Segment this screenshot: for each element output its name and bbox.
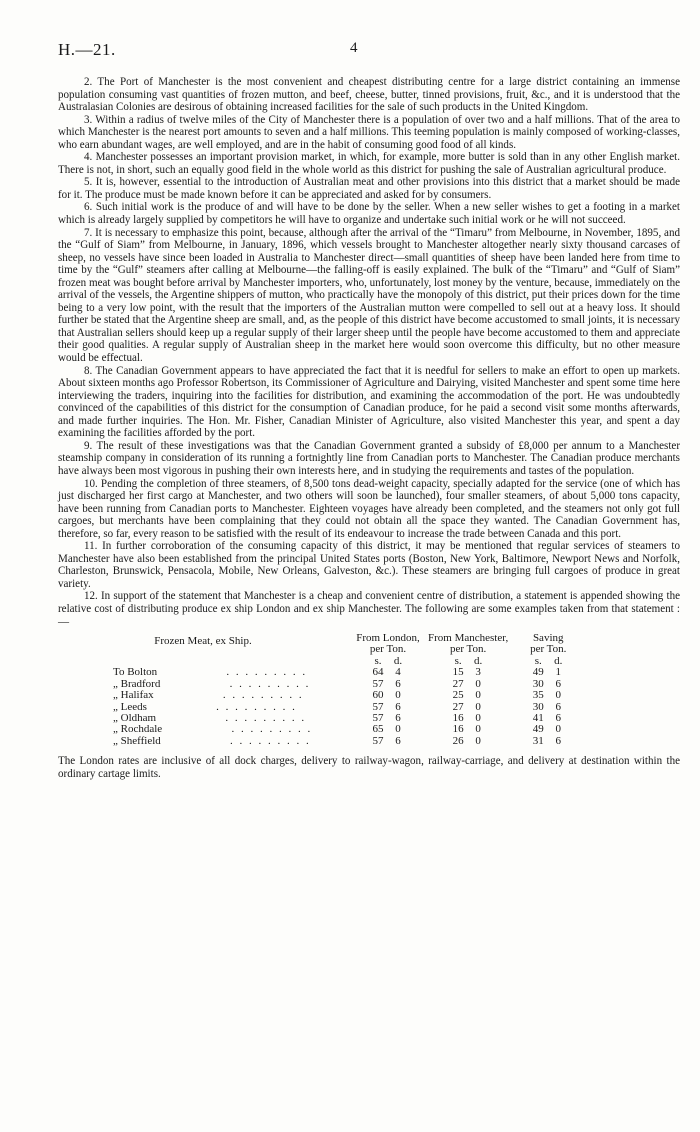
saving-amount: 49 1	[532, 666, 561, 679]
saving-units: s. d.	[534, 654, 563, 667]
row-destination: „ Bradford . . . . . . . . .	[113, 677, 311, 690]
paragraph-3: 3. Within a radius of twelve miles of the City of Manchester there is a population of over two and a half millions. That of the area to which Manchester is the nearest port amounts to seven and a half millions. This teeming population is mainly composed of working-classes, who earn abundant wages, are well employed, and are in the habit of consuming good food of all kinds.	[58, 113, 680, 151]
london-cost: 57 6	[372, 711, 401, 724]
col-london-unit: per Ton.	[369, 643, 407, 656]
manchester-cost: 16 0	[452, 723, 481, 736]
col-manchester-unit: per Ton.	[449, 643, 487, 656]
col-london-heading: From London,	[356, 632, 420, 645]
london-cost: 57 6	[372, 734, 401, 747]
saving-amount: 35 0	[532, 689, 561, 702]
row-destination: „ Oldham . . . . . . . . .	[113, 711, 307, 724]
paragraph-5: 5. It is, however, essential to the introduction of Australian meat and other provisions into this district that a market should be made for it. The produce must be made known before it can be appreciated and asked for by consumers.	[58, 176, 680, 201]
row-destination: To Bolton . . . . . . . . .	[113, 666, 308, 679]
saving-amount: 31 6	[532, 734, 561, 747]
london-units: s. d.	[374, 654, 403, 667]
london-cost: 64 4	[372, 666, 401, 679]
cost-table	[58, 633, 588, 747]
manchester-cost: 26 0	[452, 734, 481, 747]
body-text	[58, 76, 680, 628]
document-reference: H.—21.	[58, 40, 116, 59]
london-cost: 57 6	[372, 700, 401, 713]
saving-amount: 49 0	[532, 723, 561, 736]
col-manchester-heading: From Manchester,	[428, 632, 509, 645]
page-number: 4	[350, 40, 358, 56]
paragraph-4: 4. Manchester possesses an important provision market, in which, for example, more butter is sold than in any other English market. There is not, in short, such an equally good field in the whole world as this district for pushing the sale of Australian agricultural produce.	[58, 151, 680, 176]
paragraph-6: 6. Such initial work is the produce of and will have to be done by the seller. When a new seller wishes to get a footing in a market which is already largely supplied by competitors he will have to organize and undertake such initial work or he will not succeed.	[58, 201, 680, 227]
paragraph-12: 12. In support of the statement that Manchester is a cheap and convenient centre of distribution, a statement is appended showing the relative cost of distributing produce ex ship London and ex ship Manchester. The following are some examples taken from that statement :—	[58, 590, 680, 628]
paragraph-11: 11. In further corroboration of the consuming capacity of this district, it may be mentioned that regular services of steamers to Manchester have also been established from the principal United States ports (Boston, New York, Baltimore, Newport News and Norfolk, Charleston, Brunswick, Pensacola, Mobile, New Orleans, Galveston, &c.). These steamers are bringing full cargoes of produce in great variety.	[58, 540, 680, 590]
london-cost: 57 6	[372, 677, 401, 690]
manchester-units: s. d.	[454, 654, 483, 667]
paragraph-2: 2. The Port of Manchester is the most convenient and cheapest distributing centre for a large district containing an immense population consuming vast quantities of frozen mutton, and beef, cheese, butter, tinned provisions, fruit, &c., and it is understood that the Australasian Colonies are desirous of obtaining increased facilities for the sale of such products in the United Kingdom.	[58, 76, 680, 114]
paragraph-8: 8. The Canadian Government appears to have appreciated the fact that it is needful for sellers to make an effort to open up markets. About sixteen months ago Professor Robertson, its Commissioner of Agriculture and Dairying, visited Manchester and spent some time here interviewing the traders, inquiring into the facilities for distribution, and examining the accommodation of the port. He was undoubtedly convinced of the capabilities of this district for the consumption of Canadian produce, for he paid a second visit some months afterwards, and made further inquiries. The Hon. Mr. Fisher, Canadian Minister of Agriculture, also visited Manchester this year, and spent a day examining the facilities afforded by the port.	[58, 364, 680, 440]
manchester-cost: 15 3	[452, 666, 481, 679]
manchester-cost: 16 0	[452, 711, 481, 724]
paragraph-9: 9. The result of these investigations was that the Canadian Government granted a subsidy of £8,000 per annum to a Manchester steamship company in consideration of its running a fortnightly line from Canadian ports to Manchester. The Canadian produce merchants have always been most vigorous in pushing their own interests here, and in studying the requirements and tastes of the population.	[58, 439, 680, 477]
document-page	[58, 40, 680, 780]
row-destination: „ Sheffield . . . . . . . . .	[113, 734, 311, 747]
manchester-cost: 27 0	[452, 700, 481, 713]
table-row	[58, 736, 588, 747]
row-destination: „ Rochdale . . . . . . . . .	[113, 723, 313, 736]
saving-amount: 41 6	[532, 711, 561, 724]
page-header	[58, 40, 680, 64]
col-saving-heading: Saving	[532, 632, 564, 645]
row-destination: „ Halifax . . . . . . . . .	[113, 689, 304, 702]
manchester-cost: 25 0	[452, 689, 481, 702]
manchester-cost: 27 0	[452, 677, 481, 690]
row-destination: „ Leeds . . . . . . . . .	[113, 700, 297, 713]
table-header-row	[58, 633, 588, 644]
table-title: Frozen Meat, ex Ship.	[154, 635, 252, 648]
saving-amount: 30 6	[532, 677, 561, 690]
footer-note: The London rates are inclusive of all dock charges, delivery to railway-wagon, railway-carriage, and delivery at destination within the ordinary cartage limits.	[58, 755, 680, 780]
saving-amount: 30 6	[532, 700, 561, 713]
london-cost: 60 0	[372, 689, 401, 702]
london-cost: 65 0	[372, 723, 401, 736]
col-saving-unit: per Ton.	[530, 643, 567, 656]
paragraph-7: 7. It is necessary to emphasize this point, because, although after the arrival of the “Timaru” from Melbourne, in November, 1895, and the “Gulf of Siam” from Melbourne, in January, 1896, which vessels brought to Manchester altogether nearly sixty thousand carcases of sheep, no vessels have since been loaded in Australia to Manchester direct—small quantities of sheep have been landed here from time to time by the “Gulf” steamers after calling at Melbourne—the falling-off is easily explained. The bulk of the “Timaru” and “Gulf of Siam” frozen meat was bought before arrival by Manchester importers, who, unfortunately, lost money by the venture, because, immediately on the arrival of the vessels, the Argentine shippers of mutton, who practically have the monopoly of this district, put their prices down for the time being to a very low point, with the result that the importers of the Australian mutton were compelled to sell out at a heavy loss. It should further be stated that the Argentine sheep are small, and, as the people of this district have become accustomed to small joints, it is necessary that Australian sellers should keep up a regular supply of their larger sheep until the people have become accustomed to them and appreciate their good qualities. A regular supply of Australian sheep in the market here would soon overcome this difficulty, but no other measure would be effectual.	[58, 226, 681, 365]
paragraph-10: 10. Pending the completion of three steamers, of 8,500 tons dead-weight capacity, specially adapted for the service (one of which has just discharged her first cargo at Manchester, and two others will soon be launched), four smaller steamers, of about 5,000 tons capacity, have been running from Canadian ports to Manchester. Eighteen voyages have already been completed, and the steamers not only got full cargoes, but merchants have been complaining that they could not obtain all the space they wanted. The Canadian Government has, therefore, so far, every reason to be satisfied with the result of its endeavour to increase the trade between Canada and this port.	[58, 477, 680, 540]
